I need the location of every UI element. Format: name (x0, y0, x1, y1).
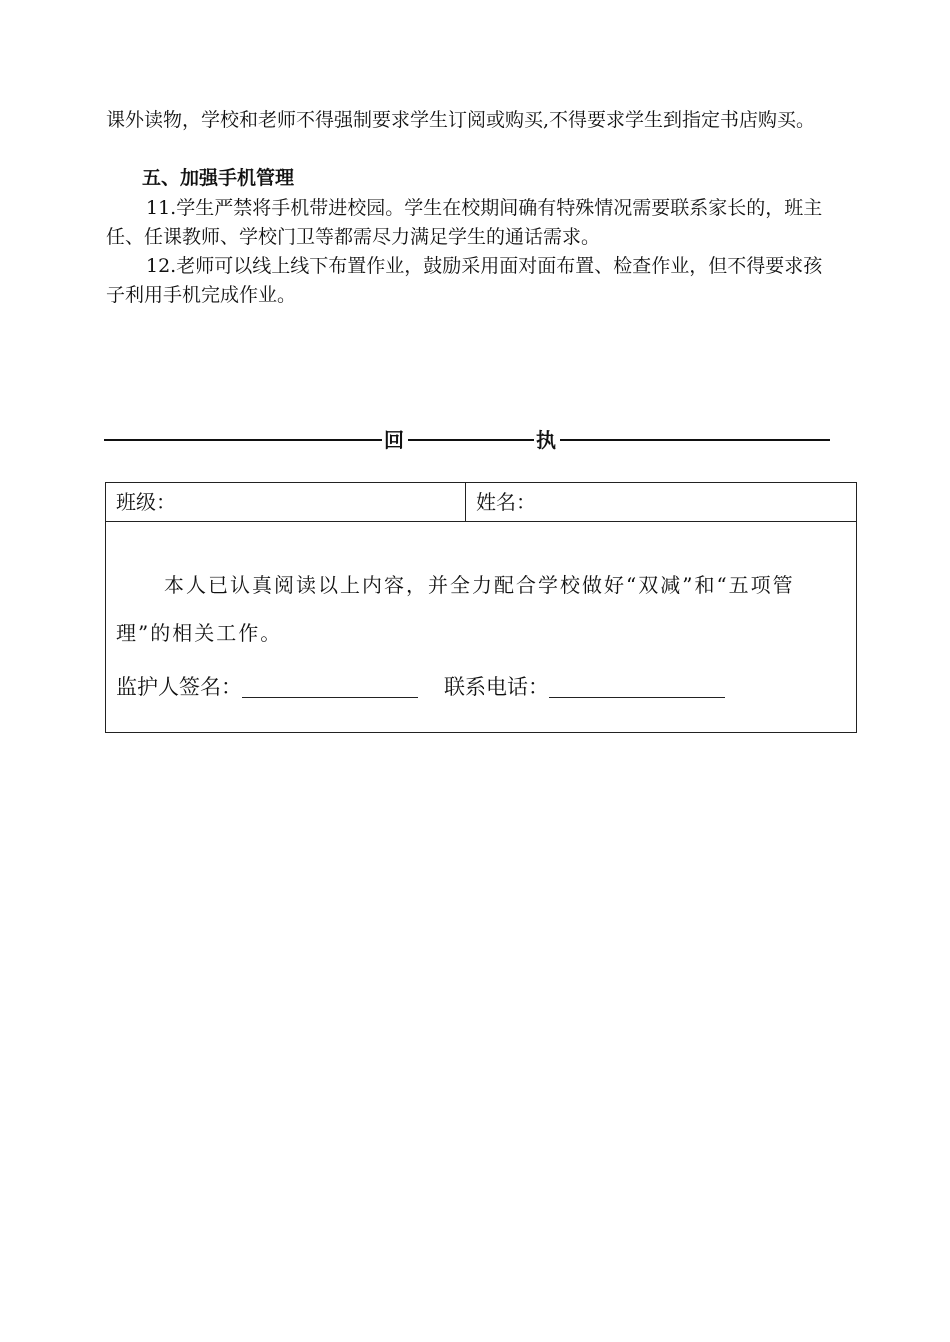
divider-line-left (104, 439, 382, 441)
receipt-divider (104, 424, 832, 456)
guardian-signature-blank[interactable] (242, 675, 418, 698)
divider-char-zhi: 执 (536, 428, 556, 452)
section-heading: 五、加强手机管理 (142, 167, 295, 189)
class-label: 班级： (116, 490, 176, 514)
contact-phone-blank[interactable] (549, 675, 725, 698)
divider-line-middle (408, 439, 534, 441)
guardian-signature-label: 监护人签名： (116, 675, 242, 699)
rule-item-12: 12.老师可以线上线下布置作业，鼓励采用面对面布置、检查作业，但不得要求孩子利用手机完成作业。 (106, 255, 823, 306)
divider-char-hui: 回 (384, 428, 404, 452)
receipt-body (106, 522, 857, 733)
class-field[interactable] (106, 483, 466, 522)
acknowledgement-statement: 本人已认真阅读以上内容，并全力配合学校做好“双减”和“五项管理”的相关工作。 (116, 573, 795, 645)
student-name-field[interactable] (466, 483, 857, 522)
signature-row (116, 667, 846, 707)
receipt-form (105, 482, 857, 733)
contact-phone-label: 联系电话： (444, 675, 549, 699)
rule-item-11: 11.学生严禁将手机带进校园。学生在校期间确有特殊情况需要联系家长的，班主任、任课教师、学校门卫等都需尽力满足学生的通话需求。 (106, 197, 823, 248)
divider-line-right (560, 439, 830, 441)
student-name-label: 姓名： (476, 490, 536, 514)
intro-paragraph: 课外读物，学校和老师不得强制要求学生订阅或购买,不得要求学生到指定书店购买。 (106, 109, 816, 131)
